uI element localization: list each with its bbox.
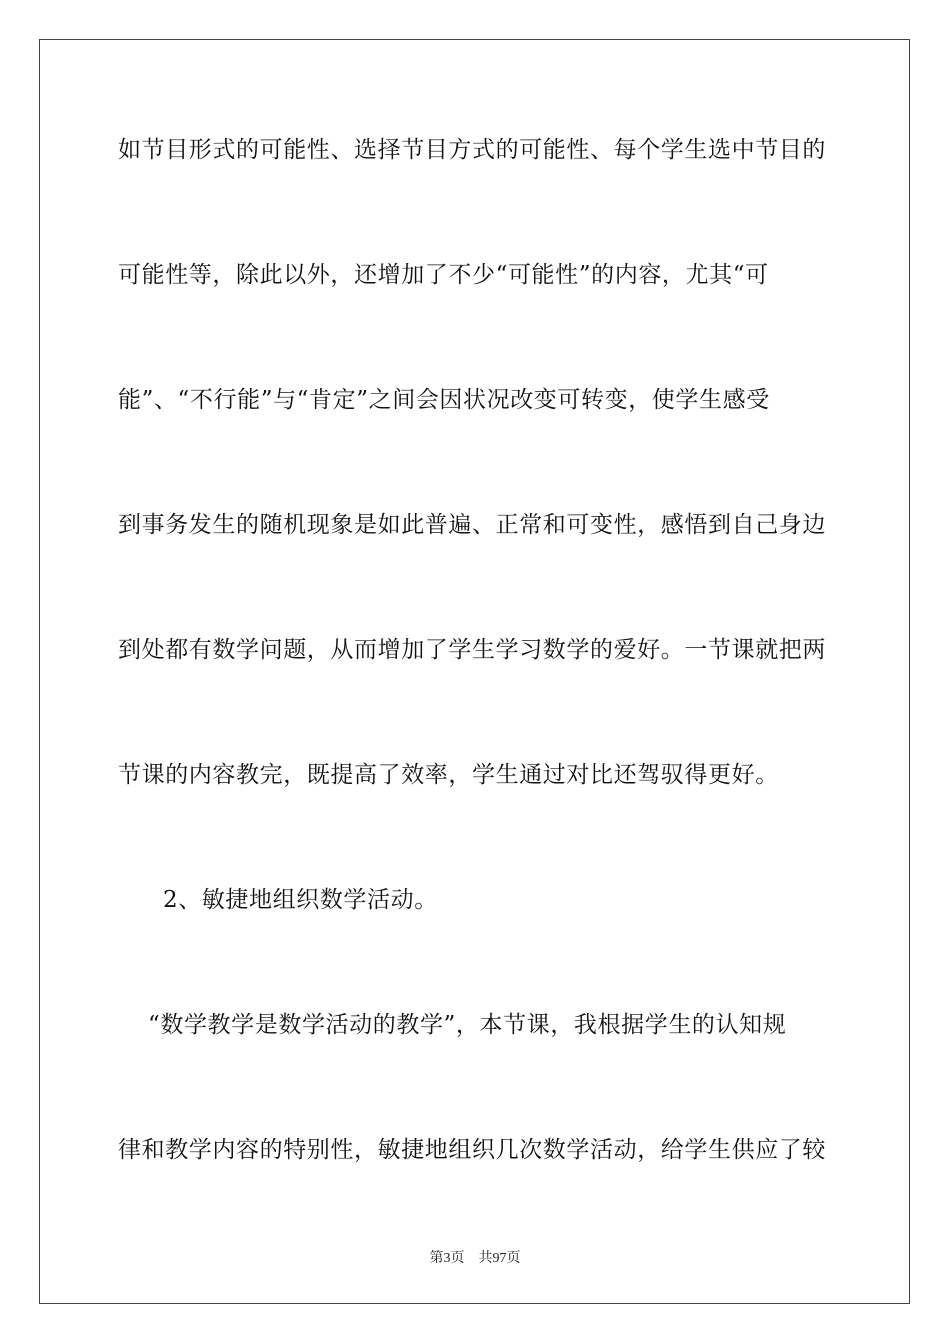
page-number: 第3页 <box>429 1251 465 1266</box>
body-line-9: 律和教学内容的特别性，敏捷地组织几次数学活动，给学生供应了较 <box>118 1137 826 1163</box>
body-line-1: 如节目形式的可能性、选择节目方式的可能性、每个学生选中节目的 <box>118 137 826 163</box>
body-line-8: “数学教学是数学活动的教学”，本节课，我根据学生的认知规 <box>148 1012 787 1038</box>
body-line-3: 能”、“不行能”与“肯定”之间会因状况改变可转变，使学生感受 <box>118 387 770 413</box>
page-footer <box>0 1247 950 1267</box>
body-line-4: 到事务发生的随机现象是如此普遍、正常和可变性，感悟到自己身边 <box>118 512 826 538</box>
page-total: 共97页 <box>478 1251 521 1266</box>
section-heading: 2、敏捷地组织数学活动。 <box>163 887 438 913</box>
body-line-5: 到处都有数学问题，从而增加了学生学习数学的爱好。一节课就把两 <box>118 637 826 663</box>
body-line-2: 可能性等，除此以外，还增加了不少“可能性”的内容，尤其“可 <box>118 262 769 288</box>
body-line-6: 节课的内容教完，既提高了效率，学生通过对比还驾驭得更好。 <box>118 762 779 788</box>
page-border <box>39 39 910 1304</box>
